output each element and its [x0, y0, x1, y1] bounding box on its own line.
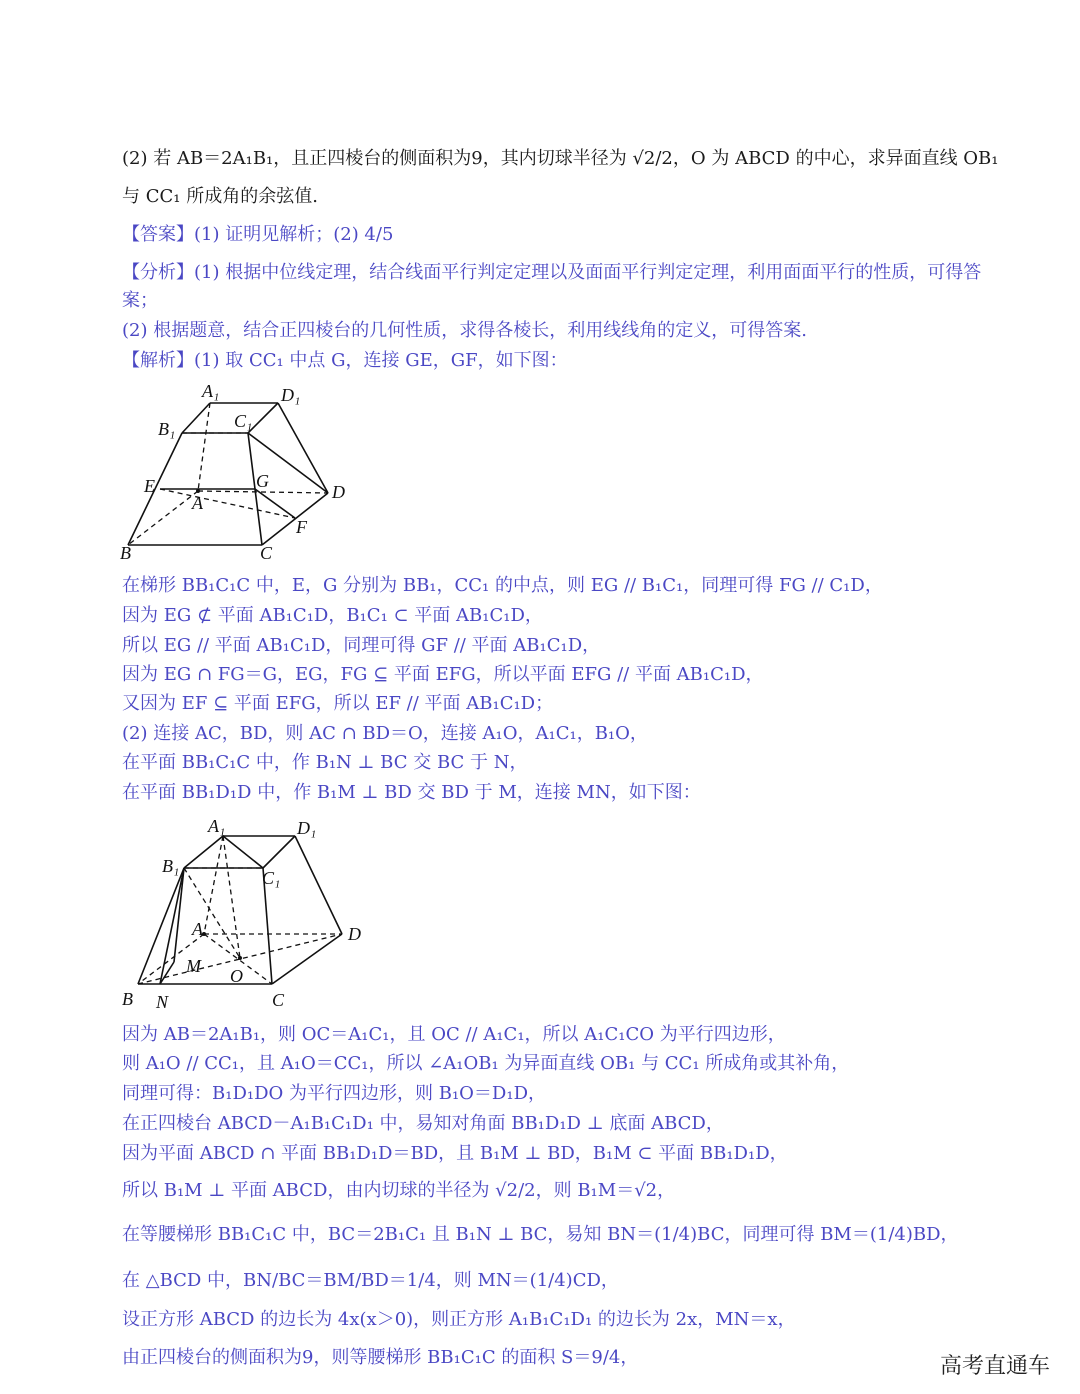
fig2-label-A: A: [192, 919, 203, 939]
part2-line-1: 因为 AB＝2A₁B₁，则 OC＝A₁C₁，且 OC // A₁C₁，所以 A₁C₁CO 为平行四边形，: [122, 1024, 786, 1045]
fig1-label-E: E: [144, 476, 155, 496]
problem-line-1: (2) 若 AB＝2A₁B₁，且正四棱台的侧面积为9，其内切球半径为 √2/2，O 为 ABCD 的中心，求异面直线 OB₁: [122, 148, 999, 169]
analysis-line-2: 案；: [122, 290, 158, 311]
part2-line-9: 设正方形 ABCD 的边长为 4x(x＞0)，则正方形 A₁B₁C₁D₁ 的边长为 2x，MN＝x，: [122, 1309, 796, 1330]
fig2-label-B1: B₁: [162, 856, 180, 876]
part2-line-5: 因为平面 ABCD ∩ 平面 BB₁D₁D＝BD，且 B₁M ⊥ BD，B₁M ⊂ 平面 BB₁D₁D，: [122, 1143, 788, 1164]
fig2-label-A1: A₁: [208, 816, 226, 836]
fig1-label-F: F: [296, 517, 307, 537]
part1-line-3: 所以 EG // 平面 AB₁C₁D，同理可得 GF // 平面 AB₁C₁D，: [122, 635, 601, 656]
fig1-label-G: G: [256, 471, 269, 491]
fig1-label-A: A: [192, 493, 203, 513]
part2-line-8: 在 △BCD 中，BN/BC＝BM/BD＝1/4，则 MN＝(1/4)CD，: [122, 1270, 619, 1291]
frustum-figure-1: [110, 375, 360, 570]
part1-line-8: 在平面 BB₁D₁D 中，作 B₁M ⊥ BD 交 BD 于 M，连接 MN，如下图：: [122, 782, 701, 803]
fig2-label-C: C: [272, 990, 285, 1010]
part1-line-4: 因为 EG ∩ FG＝G，EG，FG ⊆ 平面 EFG，所以平面 EFG // 平面 AB₁C₁D，: [122, 664, 764, 685]
part2-line-6: 所以 B₁M ⊥ 平面 ABCD，由内切球的半径为 √2/2，则 B₁M＝√2，: [122, 1180, 676, 1201]
part2-line-7: 在等腰梯形 BB₁C₁C 中，BC＝2B₁C₁ 且 B₁N ⊥ BC，易知 BN＝(1/4)BC，同理可得 BM＝(1/4)BD，: [122, 1224, 959, 1245]
part1-line-1: 在梯形 BB₁C₁C 中，E，G 分别为 BB₁，CC₁ 的中点，则 EG // B₁C₁，同理可得 FG // C₁D，: [122, 575, 883, 596]
problem-line-2: 与 CC₁ 所成角的余弦值.: [122, 186, 318, 207]
fig1-label-C: C: [260, 543, 273, 563]
fig2-label-B: B: [122, 989, 133, 1009]
fig2-label-D1: D₁: [297, 818, 317, 838]
fig1-label-A1: A₁: [202, 381, 220, 401]
fig2-label-O: O: [230, 966, 243, 986]
fig2-label-D: D: [348, 924, 361, 944]
part1-line-2: 因为 EG ⊄ 平面 AB₁C₁D，B₁C₁ ⊂ 平面 AB₁C₁D，: [122, 605, 543, 626]
part2-line-2: 则 A₁O // CC₁，且 A₁O＝CC₁，所以 ∠A₁OB₁ 为异面直线 OB₁ 与 CC₁ 所成角或其补角，: [122, 1053, 850, 1074]
analysis-line-1: 【分析】(1) 根据中位线定理，结合线面平行判定定理以及面面平行判定定理，利用面面平行的性质，可得答: [122, 262, 982, 283]
part1-line-7: 在平面 BB₁C₁C 中，作 B₁N ⊥ BC 交 BC 于 N，: [122, 752, 528, 773]
fig1-label-D1: D₁: [281, 385, 301, 405]
fig2-label-N: N: [156, 992, 169, 1012]
part2-line-4: 在正四棱台 ABCD－A₁B₁C₁D₁ 中，易知对角面 BB₁D₁D ⊥ 底面 ABCD，: [122, 1113, 724, 1134]
watermark: 高考直通车: [939, 1354, 1050, 1379]
analysis-line-3: (2) 根据题意，结合正四棱台的几何性质，求得各棱长，利用线线角的定义，可得答案.: [122, 320, 807, 341]
fig1-label-D: D: [332, 482, 345, 502]
part2-line-10: 由正四棱台的侧面积为9，则等腰梯形 BB₁C₁C 的面积 S＝9/4，: [122, 1347, 639, 1368]
frustum-figure-2: [110, 812, 370, 1017]
fig1-label-C1: C₁: [234, 411, 253, 431]
part1-line-6: (2) 连接 AC，BD，则 AC ∩ BD＝O，连接 A₁O，A₁C₁，B₁O，: [122, 723, 648, 744]
fig1-label-B1: B₁: [158, 419, 176, 439]
fig1-label-B: B: [120, 543, 131, 563]
solution-intro: 【解析】(1) 取 CC₁ 中点 G，连接 GE，GF，如下图：: [122, 350, 568, 371]
part2-line-3: 同理可得：B₁D₁DO 为平行四边形，则 B₁O＝D₁D，: [122, 1083, 547, 1104]
fig2-label-C1: C₁: [262, 868, 281, 888]
answer-line: 【答案】(1) 证明见解析；(2) 4/5: [122, 224, 394, 245]
fig2-label-M: M: [186, 956, 201, 976]
part1-line-5: 又因为 EF ⊆ 平面 EFG，所以 EF // 平面 AB₁C₁D；: [122, 693, 554, 714]
